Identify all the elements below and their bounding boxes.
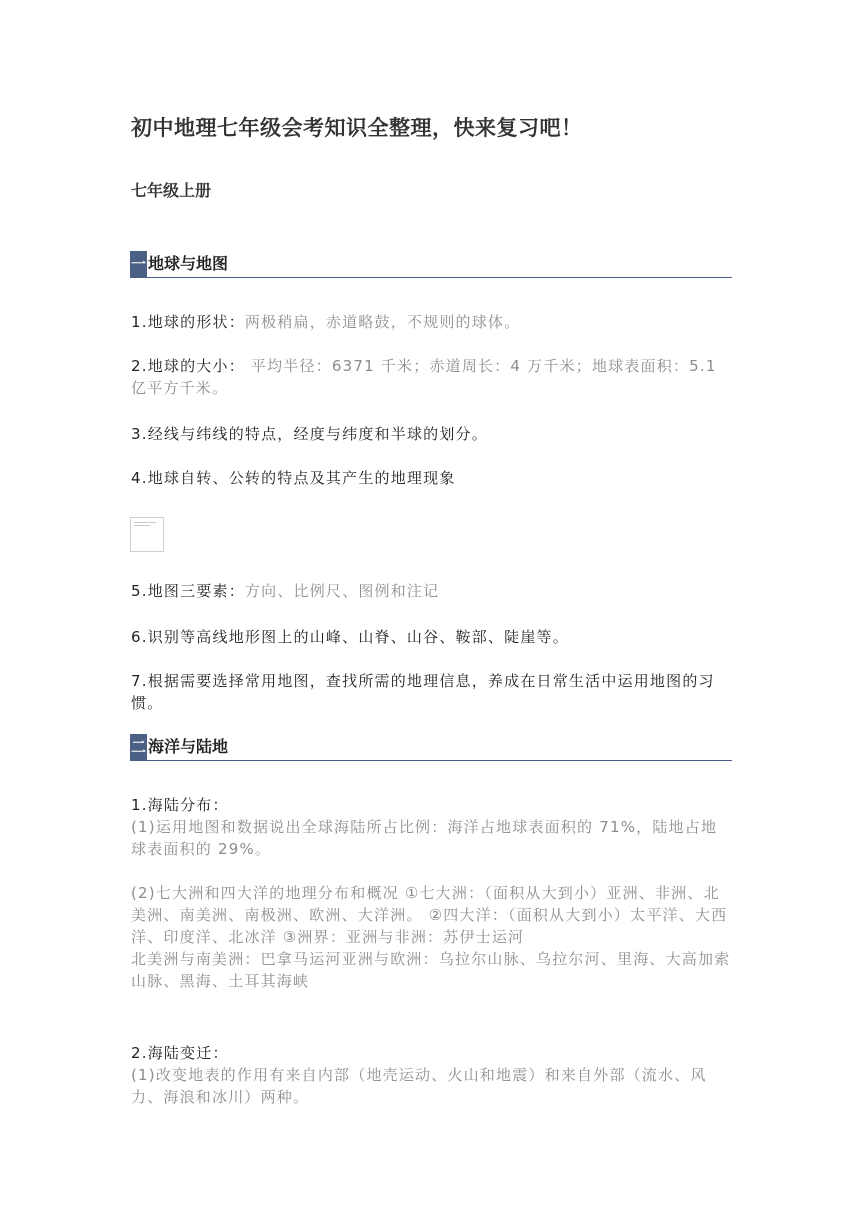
section-heading: 地球与地图 [148,254,229,273]
item-text: 方向、比例尺、图例和注记 [244,582,440,600]
list-item [131,794,731,860]
item-label: 1.海陆分布： [131,796,229,814]
item-label: 1.地球的形状： [131,313,245,331]
item-text: 平均半径：6371 千米；赤道周长：4 万千米；地球表面积：5.1 亿平方千米。 [131,357,717,397]
item-label: 4.地球自转、公转的特点及其产生的地理现象 [131,469,456,487]
list-item [131,882,731,992]
page-title: 初中地理七年级会考知识全整理，快来复习吧！ [131,116,583,140]
item-text: 两极稍扁，赤道略鼓，不规则的球体。 [244,313,521,331]
list-item [131,423,731,445]
item-label: 2.地球的大小： [131,357,245,375]
list-item [131,626,731,648]
item-label: 5.地图三要素： [131,582,245,600]
section-number-badge: 一 [130,251,147,277]
section-number-badge: 二 [130,734,147,760]
item-text: (1)运用地图和数据说出全球海陆所占比例：海洋占地球表面积的 71%，陆地占地球表面积的 29%。 [131,818,718,858]
item-label: 6.识别等高线地形图上的山峰、山脊、山谷、鞍部、陡崖等。 [131,628,569,646]
list-item [131,1042,731,1108]
item-label: 3.经线与纬线的特点，经度与纬度和半球的划分。 [131,425,488,443]
list-item [131,580,731,602]
item-label: 7.根据需要选择常用地图，查找所需的地理信息，养成在日常生活中运用地图的习惯。 [131,672,715,712]
page-subtitle: 七年级上册 [131,181,212,200]
list-item [131,311,731,333]
list-item [131,670,731,714]
section-header-oceans-and-land [130,734,732,761]
list-item [131,467,731,489]
item-label: 2.海陆变迁： [131,1044,229,1062]
image-thumbnail[interactable] [130,517,164,552]
list-item [131,355,731,399]
section-heading: 海洋与陆地 [148,737,229,756]
item-text: 北美洲与南美洲：巴拿马运河亚洲与欧洲：乌拉尔山脉、乌拉尔河、里海、大高加索山脉、黑海、土耳其海峡 [131,950,731,990]
section-header-earth-and-maps [130,251,732,278]
item-text: (1)改变地表的作用有来自内部（地壳运动、火山和地震）和来自外部（流水、风力、海浪和冰川）两种。 [131,1066,707,1106]
item-text: (2)七大洲和四大洋的地理分布和概况 ①七大洲：（面积从大到小）亚洲、非洲、北美洲、南美洲、南极洲、欧洲、大洋洲。 ②四大洋：（面积从大到小）太平洋、大西洋、印度洋、北冰洋 ③洲界：亚洲与非洲：苏伊士运河 [131,884,728,946]
